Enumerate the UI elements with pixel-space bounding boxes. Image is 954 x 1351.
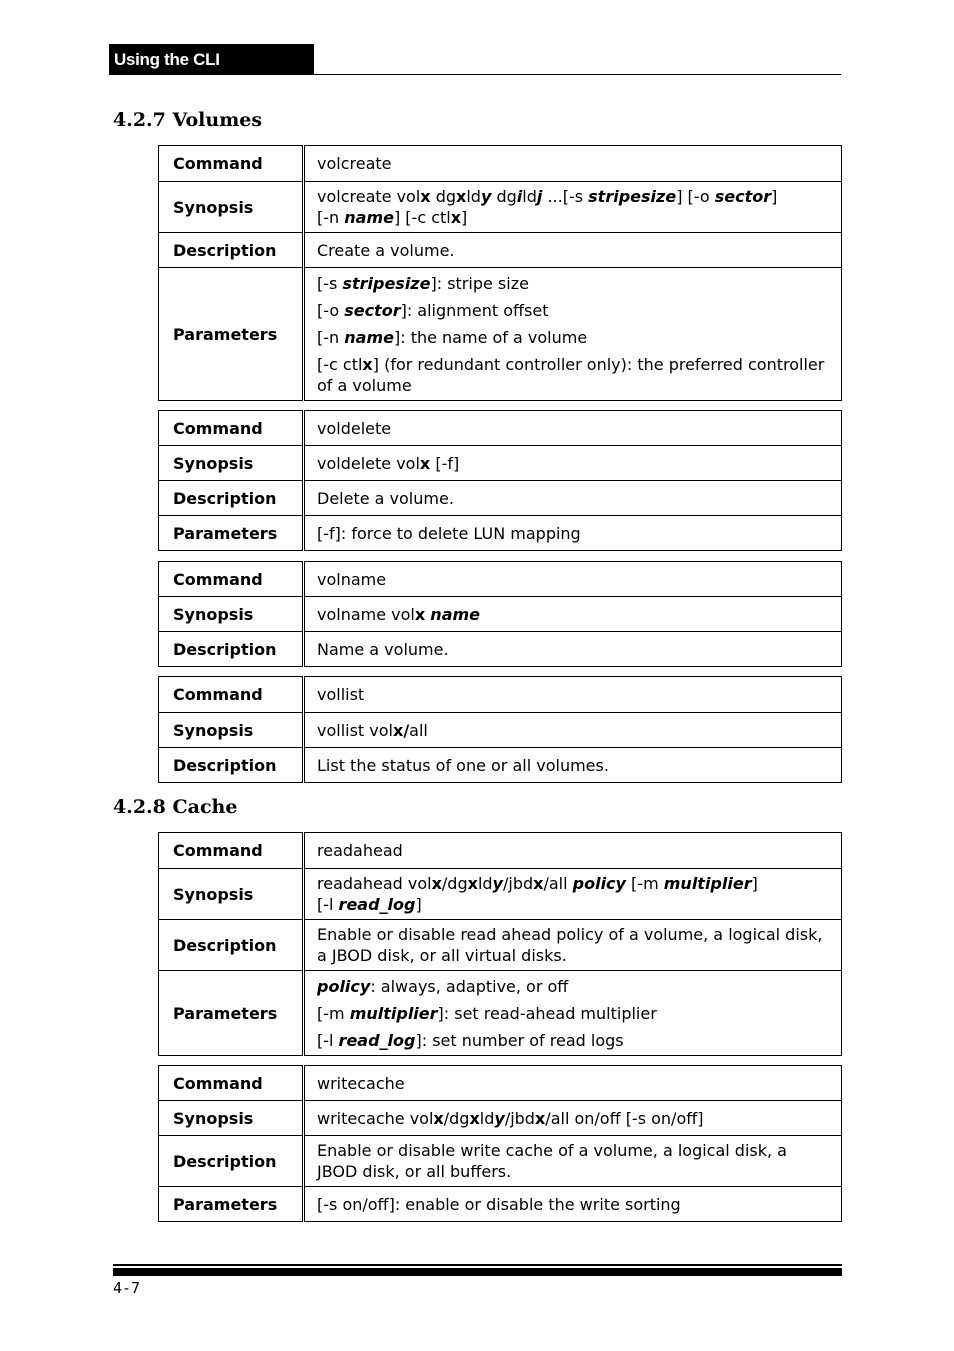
table-row xyxy=(159,632,842,667)
table-row xyxy=(159,562,842,597)
parameter-line: policy: always, adaptive, or off xyxy=(317,976,569,996)
synopsis-label: Synopsis xyxy=(159,1101,304,1136)
table-row xyxy=(159,233,842,268)
table-row xyxy=(159,481,842,516)
description-text: Enable or disable write cache of a volume, a logical disk, a JBOD disk, or all buffers. xyxy=(304,1136,842,1187)
section-title-cache: 4.2.8 Cache xyxy=(113,796,238,818)
command-table-volname xyxy=(158,561,842,667)
table-row xyxy=(159,597,842,632)
table-row xyxy=(159,446,842,481)
description-label: Description xyxy=(159,632,304,667)
parameters-label: Parameters xyxy=(159,516,304,551)
parameters-list xyxy=(304,1187,842,1222)
chapter-header-tab xyxy=(109,44,314,100)
table-row xyxy=(159,182,842,233)
description-label: Description xyxy=(159,233,304,268)
synopsis-label: Synopsis xyxy=(159,713,304,748)
table-row xyxy=(159,1136,842,1187)
parameter-line: [-s stripesize]: stripe size xyxy=(317,273,529,293)
table-row xyxy=(159,869,842,920)
synopsis-text: readahead volx/dgxldy/jbdx/all policy [-m multiplier] [-l read_log] xyxy=(304,869,842,920)
synopsis-label: Synopsis xyxy=(159,869,304,920)
table-row xyxy=(159,1187,842,1222)
synopsis-label: Synopsis xyxy=(159,597,304,632)
command-label: Command xyxy=(159,146,304,182)
synopsis-text: voldelete volx [-f] xyxy=(304,446,842,481)
command-label: Command xyxy=(159,1066,304,1101)
description-label: Description xyxy=(159,920,304,971)
command-name: voldelete xyxy=(304,411,842,446)
command-name: writecache xyxy=(304,1066,842,1101)
parameter-line: [-f]: force to delete LUN mapping xyxy=(317,523,581,543)
table-row xyxy=(159,516,842,551)
description-label: Description xyxy=(159,481,304,516)
parameters-list xyxy=(304,268,842,401)
table-row xyxy=(159,1101,842,1136)
table-row xyxy=(159,1066,842,1101)
command-label: Command xyxy=(159,833,304,869)
description-label: Description xyxy=(159,1136,304,1187)
table-row xyxy=(159,146,842,182)
parameters-list xyxy=(304,516,842,551)
command-name: volcreate xyxy=(304,146,842,182)
synopsis-text: volname volx name xyxy=(304,597,842,632)
command-label: Command xyxy=(159,677,304,713)
synopsis-label: Synopsis xyxy=(159,446,304,481)
synopsis-text: volcreate volx dgxldy dgildj ...[-s stripesize] [-o sector] [-n name] [-c ctlx] xyxy=(304,182,842,233)
parameters-list xyxy=(304,971,842,1056)
parameters-label: Parameters xyxy=(159,1187,304,1222)
section-title-volumes: 4.2.7 Volumes xyxy=(113,109,263,131)
command-label: Command xyxy=(159,411,304,446)
parameter-line: [-m multiplier]: set read-ahead multiplier xyxy=(317,1003,657,1023)
description-text: Enable or disable read ahead policy of a volume, a logical disk, a JBOD disk, or all virtual disks. xyxy=(304,920,842,971)
table-row xyxy=(159,713,842,748)
command-table-vollist xyxy=(158,676,842,783)
command-name: vollist xyxy=(304,677,842,713)
parameters-label: Parameters xyxy=(159,268,304,401)
synopsis-text: vollist volx/all xyxy=(304,713,842,748)
synopsis-text: writecache volx/dgxldy/jbdx/all on/off [-s on/off] xyxy=(304,1101,842,1136)
header-rule xyxy=(109,74,841,75)
synopsis-label: Synopsis xyxy=(159,182,304,233)
page-number: 4-7 xyxy=(113,1279,141,1297)
footer-rule xyxy=(113,1264,842,1276)
command-table-volcreate xyxy=(158,145,842,401)
parameters-label: Parameters xyxy=(159,971,304,1056)
table-row xyxy=(159,411,842,446)
table-row xyxy=(159,748,842,783)
parameter-line: [-n name]: the name of a volume xyxy=(317,327,588,347)
table-row xyxy=(159,971,842,1056)
table-row xyxy=(159,677,842,713)
table-row xyxy=(159,920,842,971)
parameter-line: [-s on/off]: enable or disable the write sorting xyxy=(317,1194,681,1214)
description-text: Create a volume. xyxy=(304,233,842,268)
description-label: Description xyxy=(159,748,304,783)
table-row xyxy=(159,833,842,869)
description-text: List the status of one or all volumes. xyxy=(304,748,842,783)
parameter-line: [-c ctlx] (for redundant controller only): the preferred controller of a volume xyxy=(317,354,825,395)
table-row xyxy=(159,268,842,401)
command-table-voldelete xyxy=(158,410,842,551)
description-text: Delete a volume. xyxy=(304,481,842,516)
command-name: volname xyxy=(304,562,842,597)
command-table-writecache xyxy=(158,1065,842,1222)
description-text: Name a volume. xyxy=(304,632,842,667)
command-label: Command xyxy=(159,562,304,597)
command-table-readahead xyxy=(158,832,842,1056)
parameter-line: [-l read_log]: set number of read logs xyxy=(317,1030,624,1050)
command-name: readahead xyxy=(304,833,842,869)
chapter-header-label: Using the CLI Commands xyxy=(114,50,220,100)
parameter-line: [-o sector]: alignment offset xyxy=(317,300,549,320)
